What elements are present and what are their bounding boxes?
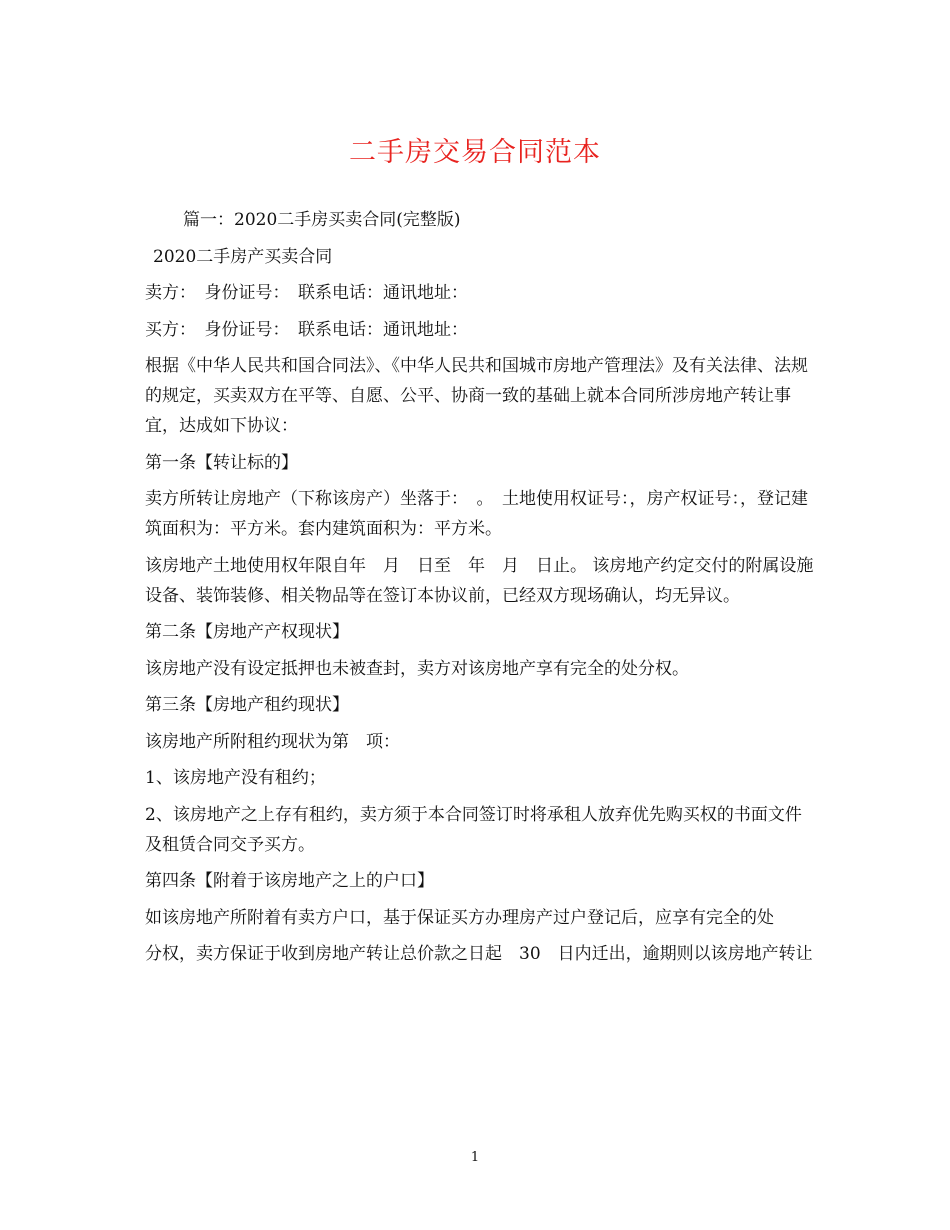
preamble-paragraph: 根据《中华人民共和国合同法》、《中华人民共和国城市房地产管理法》及有关法律、法规的规定，买卖双方在平等、自愿、公平、协商一致的基础上就本合同所涉房地产转让事宜，达成如下协议：	[145, 356, 808, 436]
article-3-heading: 第三条【房地产租约现状】	[145, 695, 349, 715]
article-4-heading: 第四条【附着于该房地产之上的户口】	[145, 871, 434, 891]
document-body	[145, 205, 815, 976]
article-3-item-1: 1、该房地产没有租约；	[145, 768, 326, 788]
article-1-paragraph-2: 该房地产土地使用权年限自年 月 日至 年 月 日止。 该房地产约定交付的附属设施设备、装饰装修、相关物品等在签订本协议前，已经双方现场确认，均无异议。	[145, 555, 814, 606]
article-3-paragraph: 该房地产所附租约现状为第 项：	[145, 731, 400, 752]
article-1-heading: 第一条【转让标的】	[145, 452, 298, 473]
section-heading: 篇一：2020二手房买卖合同(完整版)	[183, 210, 461, 230]
article-2-paragraph: 该房地产没有设定抵押也未被查封，卖方对该房地产享有完全的处分权。	[145, 658, 689, 679]
document-title: 二手房交易合同范本	[349, 137, 601, 168]
seller-line: 卖方： 身份证号： 联系电话：通讯地址：	[145, 283, 468, 303]
article-2-heading: 第二条【房地产产权现状】	[145, 622, 349, 642]
article-1-paragraph-1: 卖方所转让房地产（下称该房产）坐落于： 。 土地使用权证号：，房产权证号：，登记建筑面积为：平方米。套内建筑面积为：平方米。	[145, 489, 808, 539]
buyer-line: 买方： 身份证号： 联系电话：通讯地址：	[145, 319, 468, 340]
article-4-paragraph-1: 如该房地产所附着有卖方户口，基于保证买方办理房产过户登记后，应享有完全的处	[145, 907, 774, 928]
page-number: 1	[470, 1150, 480, 1165]
article-4-paragraph-2: 分权，卖方保证于收到房地产转让总价款之日起 30 日内迁出，逾期则以该房地产转让	[145, 944, 813, 964]
contract-name: 2020二手房产买卖合同	[153, 246, 333, 267]
article-3-item-2: 2、该房地产之上存有租约，卖方须于本合同签订时将承租人放弃优先购买权的书面文件及租赁合同交予买方。	[145, 804, 802, 855]
